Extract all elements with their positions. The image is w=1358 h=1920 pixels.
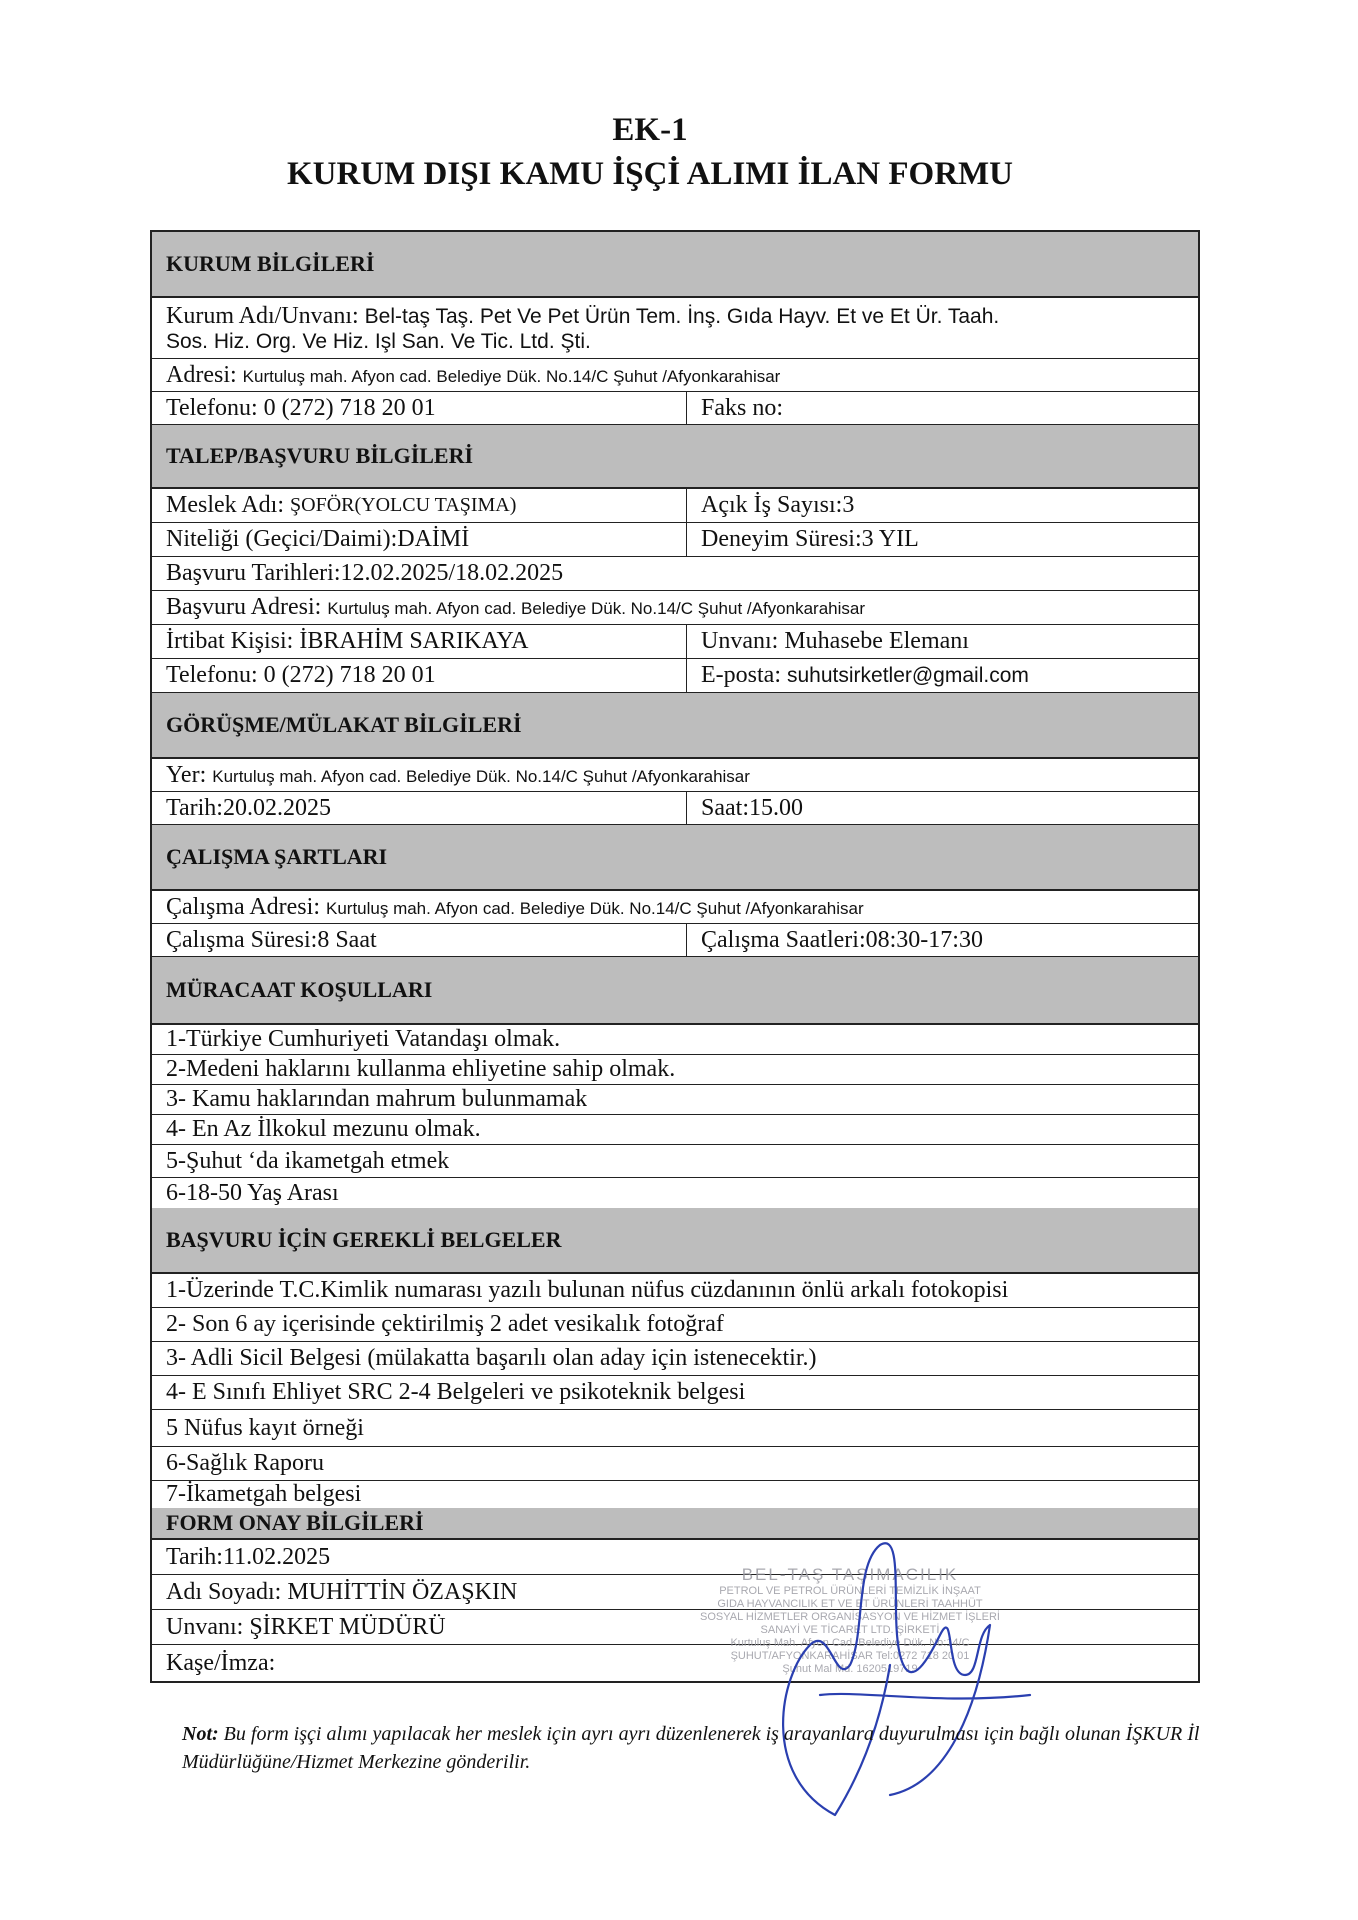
deneyim-suresi: Deneyim Süresi:3 YIL bbox=[701, 526, 919, 552]
list-item bbox=[152, 1025, 1198, 1055]
list-item-text: 3- Kamu haklarından mahrum bulunmamak bbox=[166, 1086, 588, 1112]
onay-tarih: Tarih:11.02.2025 bbox=[166, 1543, 331, 1570]
onay-adsoyad: Adı Soyadı: MUHİTTİN ÖZAŞKIN bbox=[166, 1578, 518, 1605]
list-item bbox=[152, 1342, 1198, 1376]
list-item bbox=[152, 1376, 1198, 1410]
stamp-title: BEL-TAŞ TAŞIMACILIK bbox=[741, 1565, 959, 1584]
belgeler-list bbox=[152, 1274, 1198, 1508]
section-muracaat: MÜRACAAT KOŞULLARI bbox=[152, 957, 1198, 1025]
row-basvuru-adresi bbox=[152, 591, 1198, 625]
list-item bbox=[152, 1410, 1198, 1447]
row-calisma-suresi bbox=[152, 924, 1198, 957]
list-item-text: 7-İkametgah belgesi bbox=[166, 1481, 362, 1507]
list-item-text: 2- Son 6 ay içerisinde çektirilmiş 2 adet vesikalık fotoğraf bbox=[166, 1311, 724, 1337]
signature bbox=[740, 1525, 1070, 1825]
row-talep-telefon bbox=[152, 659, 1198, 693]
nitelik: Niteliği (Geçici/Daimi):DAİMİ bbox=[152, 523, 687, 556]
kurum-adi-value: Bel-taş Taş. Pet Ve Pet Ürün Tem. İnş. Gıda Hayv. Et ve Et Ür. Taah. bbox=[364, 305, 1000, 328]
row-meslek bbox=[152, 489, 1198, 523]
yer-label: Yer: bbox=[166, 761, 207, 788]
stamp-line: SOSYAL HİZMETLER ORGANİSASYON VE HİZMET İŞLERİ bbox=[700, 1611, 1000, 1623]
section-belgeler: BAŞVURU İÇİN GEREKLİ BELGELER bbox=[152, 1208, 1198, 1274]
kurum-adres-value: Kurtuluş mah. Afyon cad. Belediye Dük. No.14/C Şuhut /Afyonkarahisar bbox=[242, 366, 781, 386]
onay-unvan: Unvanı: ŞİRKET MÜDÜRÜ bbox=[166, 1613, 446, 1640]
muracaat-list bbox=[152, 1025, 1198, 1208]
calisma-saatleri: Çalışma Saatleri:08:30-17:30 bbox=[701, 926, 983, 953]
stamp-line: Kurtuluş Mah. Afyon Cad. Belediye Dük. No:14/C bbox=[730, 1637, 970, 1649]
list-item-text: 5-Şuhut ‘da ikametgah etmek bbox=[166, 1147, 450, 1174]
list-item-text: 3- Adli Sicil Belgesi (mülakatta başarılı olan aday için istenecektir.) bbox=[166, 1345, 817, 1371]
note-label: Not: bbox=[182, 1723, 219, 1745]
eposta-label: E-posta: bbox=[701, 662, 781, 688]
list-item-text: 6-18-50 Yaş Arası bbox=[166, 1179, 339, 1206]
list-item bbox=[152, 1145, 1198, 1178]
section-calisma: ÇALIŞMA ŞARTLARI bbox=[152, 825, 1198, 891]
calisma-adres-value: Kurtuluş mah. Afyon cad. Belediye Dük. No.14/C Şuhut /Afyonkarahisar bbox=[325, 898, 864, 918]
list-item bbox=[152, 1085, 1198, 1115]
meslek-label: Meslek Adı: bbox=[166, 492, 284, 518]
stamp-line: PETROL VE PETROL ÜRÜNLERİ TEMİZLİK İNŞAAT bbox=[719, 1585, 981, 1597]
footer-note bbox=[182, 1720, 1262, 1776]
stamp-line: GIDA HAYVANCILIK ET VE ET ÜRÜNLERİ TAAHHÜT bbox=[717, 1598, 983, 1610]
eposta-value: suhutsirketler@gmail.com bbox=[786, 663, 1029, 687]
kurum-faks: Faks no: bbox=[701, 394, 784, 421]
list-item-text: 6-Sağlık Raporu bbox=[166, 1450, 324, 1476]
kurum-adi-label: Kurum Adı/Unvanı: bbox=[166, 303, 359, 329]
meslek-value: ŞOFÖR(YOLCU TAŞIMA) bbox=[290, 494, 517, 516]
gorusme-saat: Saat:15.00 bbox=[701, 794, 803, 821]
list-item bbox=[152, 1447, 1198, 1481]
section-talep: TALEP/BAŞVURU BİLGİLERİ bbox=[152, 425, 1198, 489]
onay-kase: Kaşe/İmza: bbox=[166, 1649, 276, 1676]
stamp-line: Şuhut Mal Md. 1620519719 bbox=[782, 1663, 918, 1675]
stamp-line: ŞUHUT/AFYONKARAHİSAR Tel:0272 718 20 01 bbox=[730, 1650, 970, 1662]
row-irtibat bbox=[152, 625, 1198, 659]
basvuru-adres-value: Kurtuluş mah. Afyon cad. Belediye Dük. No.14/C Şuhut /Afyonkarahisar bbox=[327, 599, 866, 618]
list-item bbox=[152, 1055, 1198, 1085]
row-kurum-adres bbox=[152, 359, 1198, 392]
list-item bbox=[152, 1115, 1198, 1145]
stamp-line: SANAYİ VE TİCARET LTD. ŞİRKETİ bbox=[760, 1624, 940, 1636]
list-item-text: 4- En Az İlkokul mezunu olmak. bbox=[166, 1116, 481, 1142]
list-item-text: 2-Medeni haklarını kullanma ehliyetine sahip olmak. bbox=[166, 1056, 676, 1082]
section-onay: FORM ONAY BİLGİLERİ bbox=[152, 1508, 1198, 1540]
kurum-adres-label: Adresi: bbox=[166, 361, 237, 388]
kurum-adi-value-2: Sos. Hiz. Org. Ve Hiz. Işl San. Ve Tic. Ltd. Şti. bbox=[166, 330, 591, 353]
list-item bbox=[152, 1308, 1198, 1342]
row-basvuru-tarihleri bbox=[152, 557, 1198, 591]
row-calisma-adresi bbox=[152, 891, 1198, 924]
list-item-text: 1-Üzerinde T.C.Kimlik numarası yazılı bulunan nüfus cüzdanının önlü arkalı fotokopisi bbox=[166, 1277, 1009, 1303]
yer-value: Kurtuluş mah. Afyon cad. Belediye Dük. No.14/C Şuhut /Afyonkarahisar bbox=[212, 766, 750, 786]
irtibat-kisisi: İrtibat Kişisi: İBRAHİM SARIKAYA bbox=[152, 625, 687, 658]
form-code: EK-1 bbox=[612, 112, 688, 148]
calisma-suresi: Çalışma Süresi:8 Saat bbox=[152, 924, 687, 956]
list-item-text: 1-Türkiye Cumhuriyeti Vatandaşı olmak. bbox=[166, 1026, 561, 1052]
talep-telefon: Telefonu: 0 (272) 718 20 01 bbox=[152, 659, 687, 692]
kurum-telefon: Telefonu: 0 (272) 718 20 01 bbox=[152, 392, 687, 424]
list-item bbox=[152, 1274, 1198, 1308]
section-kurum: KURUM BİLGİLERİ bbox=[152, 232, 1198, 298]
irtibat-unvani: Unvanı: Muhasebe Elemanı bbox=[701, 628, 969, 654]
list-item-text: 4- E Sınıfı Ehliyet SRC 2-4 Belgeleri ve psikoteknik belgesi bbox=[166, 1379, 746, 1405]
row-kurum-telefon bbox=[152, 392, 1198, 425]
list-item-text: 5 Nüfus kayıt örneği bbox=[166, 1414, 364, 1441]
list-item bbox=[152, 1481, 1198, 1508]
section-gorusme: GÖRÜŞME/MÜLAKAT BİLGİLERİ bbox=[152, 693, 1198, 759]
row-kurum-adi bbox=[152, 298, 1198, 359]
basvuru-adres-label: Başvuru Adresi: bbox=[166, 594, 322, 620]
row-nitelik bbox=[152, 523, 1198, 557]
basvuru-tarihleri: Başvuru Tarihleri:12.02.2025/18.02.2025 bbox=[166, 560, 564, 586]
calisma-adres-label: Çalışma Adresi: bbox=[166, 893, 320, 920]
row-yer bbox=[152, 759, 1198, 792]
form-title: KURUM DIŞI KAMU İŞÇİ ALIMI İLAN FORMU bbox=[286, 156, 1014, 192]
gorusme-tarih: Tarih:20.02.2025 bbox=[152, 792, 687, 824]
row-gorusme-tarih bbox=[152, 792, 1198, 825]
note-text: Bu form işçi alımı yapılacak her meslek için ayrı ayrı düzenlenerek iş arayanlara duyurulması için bağlı olunan İŞKUR İl Müdürlüğüne/Hizmet Merkezine gönderilir. bbox=[182, 1723, 1200, 1773]
acik-is-sayisi: Açık İş Sayısı:3 bbox=[701, 492, 855, 518]
form-table bbox=[150, 230, 1200, 1683]
list-item bbox=[152, 1178, 1198, 1208]
